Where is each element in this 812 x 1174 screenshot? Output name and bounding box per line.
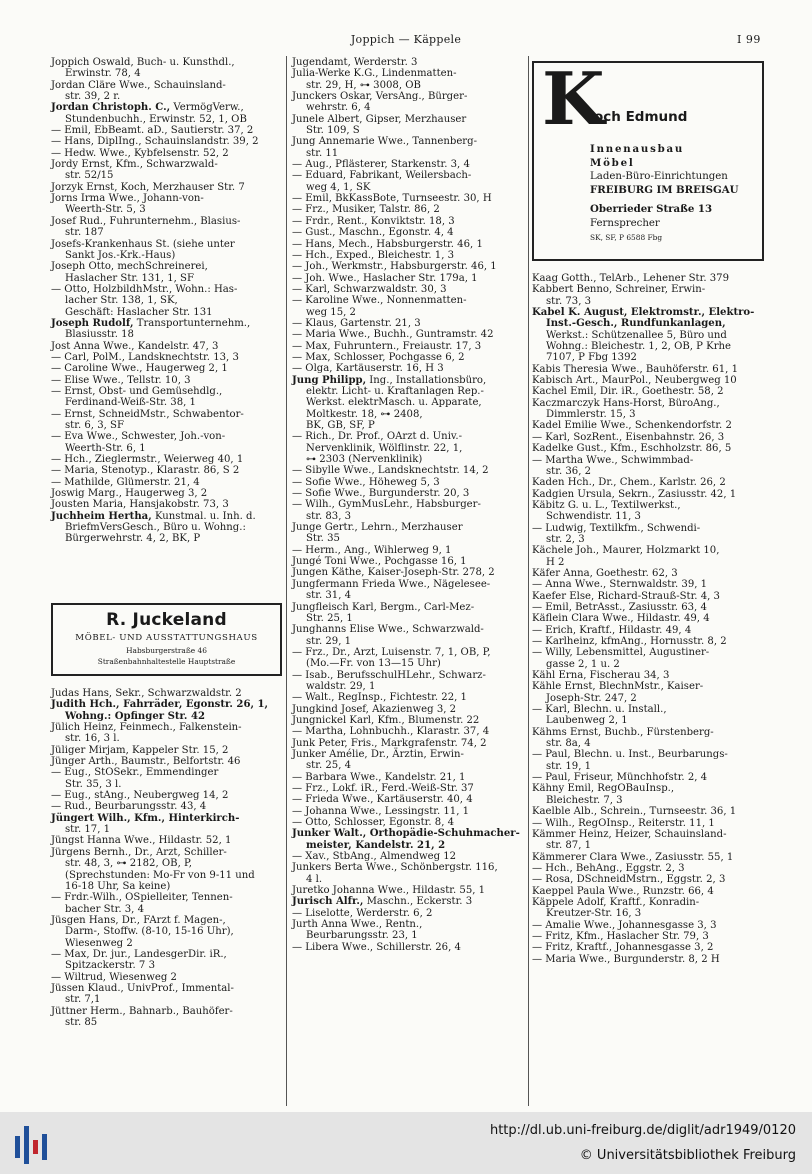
ad-koch-line6: Fernsprecher	[590, 217, 660, 229]
directory-entry-line: Wohng.: Opfinger Str. 42	[65, 710, 205, 722]
directory-entry-line: — Karl, Blechn. u. Install.,	[532, 704, 667, 716]
directory-entry-line: gasse 2, 1 u. 2	[546, 658, 620, 670]
directory-entry-line: str. 25, 4	[306, 760, 352, 772]
directory-entry-line: weg 15, 2	[306, 306, 356, 318]
copyright-notice: © Universitätsbibliothek Freiburg	[579, 1148, 796, 1163]
directory-entry-line: Joseph Otto, mechSchreinerei,	[51, 261, 208, 273]
directory-entry-line: — Sofie Wwe., Höheweg 5, 3	[292, 476, 440, 488]
directory-entry-line: (Sprechstunden: Mo-Fr von 9-11 und	[65, 869, 255, 881]
directory-entry-line: — Frz., Musiker, Talstr. 86, 2	[292, 204, 440, 216]
directory-entry-line: Kächele Joh., Maurer, Holzmarkt 10,	[532, 545, 720, 557]
ad-koch-initial: K	[542, 56, 605, 141]
directory-entry-line: Jost Anna Wwe., Kandelstr. 47, 3	[51, 340, 219, 352]
directory-entry-line: Jugendamt, Werderstr. 3	[292, 57, 418, 68]
directory-entry-line: Blasiusstr. 18	[65, 329, 134, 341]
directory-entry-line: Junker Amélie, Dr., Ärztin, Erwin-	[292, 748, 464, 760]
ad-koch-line4: FREIBURG IM BREISGAU	[590, 183, 739, 196]
directory-entry-line: — Joh., Werkmstr., Habsburgerstr. 46, 1	[292, 261, 497, 273]
directory-entry-line: Jüttner Herm., Bahnarb., Bauhöfer-	[51, 1005, 233, 1017]
running-header: Joppich — Käppele	[350, 33, 462, 46]
directory-entry-line: — Karoline Wwe., Nonnenmatten-	[292, 295, 467, 307]
directory-entry-line: ⊶ 2303 (Nervenklinik)	[306, 454, 423, 466]
directory-entry-line: — Fritz, Kraftf., Johannesgasse 3, 2	[532, 942, 714, 954]
directory-entry-line: — Maria Wwe., Buchh., Guntramstr. 42	[292, 329, 494, 341]
directory-entry-line: Moltkestr. 18, ⊶ 2408,	[306, 408, 423, 420]
directory-entry-line: — Eug., StOSekr., Emmendinger	[51, 767, 219, 779]
directory-entry-line: Laubenweg 2, 1	[546, 715, 628, 727]
column-one-bottom	[51, 688, 268, 1028]
directory-entry-line: Kaelble Alb., Schrein., Turnseestr. 36, 1	[532, 806, 737, 818]
directory-entry-line: Jungfleisch Karl, Bergm., Carl-Mez-	[292, 601, 475, 613]
directory-entry-line: Nervenklinik, Wölflinstr. 22, 1,	[306, 442, 463, 454]
directory-entry-line: Junckers Oskar, VersAng., Bürger-	[292, 91, 468, 103]
directory-entry-line: Jüngert Wilh., Kfm., Hinterkirch-	[51, 812, 240, 824]
directory-entry-line: bacher Str. 3, 4	[65, 903, 145, 915]
directory-entry-line: — Wilh., RegOInsp., Reiterstr. 11, 1	[532, 817, 715, 829]
directory-entry-line: str. 2, 3	[546, 533, 585, 545]
directory-entry-line: Kämmer Heinz, Heizer, Schauinsland-	[532, 828, 727, 840]
directory-entry-line: — Karlheinz, kfmAng., Hornusstr. 8, 2	[532, 636, 727, 647]
directory-entry-line: Str. 35	[306, 533, 340, 545]
directory-entry-line: str. 39, 2 r.	[65, 91, 121, 103]
directory-entry-line: Haslacher Str. 131, 1, SF	[65, 272, 194, 284]
page-number: I 99	[737, 33, 761, 46]
column-one-top	[51, 57, 259, 545]
directory-entry-line: Kadel Emilie Wwe., Schenkendorfstr. 2	[532, 420, 732, 432]
directory-entry-line: Judas Hans, Sekr., Schwarzwaldstr. 2	[51, 688, 242, 699]
directory-entry-line: Kaden Hch., Dr., Chem., Karlstr. 26, 2	[532, 477, 726, 489]
ad-koch-name: och Edmund	[594, 109, 688, 125]
directory-entry-line: Jüsgen Hans, Dr., FArzt f. Magen-,	[51, 914, 226, 926]
directory-entry-line: — Sibylle Wwe., Landsknechtstr. 14, 2	[292, 465, 489, 477]
directory-entry-line: Kreutzer-Str. 16, 3	[546, 908, 642, 920]
directory-entry-line: — Otto, Schlosser, Egonstr. 8, 4	[292, 817, 455, 829]
directory-entry-line: — Eva Wwe., Schwester, Joh.-von-	[51, 431, 226, 443]
column-divider-left	[286, 56, 287, 1106]
directory-entry-line: — Hans, DiplIng., Schauinslandstr. 39, 2	[51, 136, 259, 148]
directory-entry-line: Jüliger Mirjam, Kappeler Str. 15, 2	[51, 744, 229, 756]
directory-entry-line: Weerth-Str. 6, 1	[65, 442, 146, 454]
column-divider-right	[528, 56, 529, 1106]
directory-entry-line: Darm-, Stoffw. (8-10, 15-16 Uhr),	[65, 926, 234, 938]
directory-entry-line: 16-18 Uhr, Sa keine)	[65, 880, 171, 892]
directory-entry-line: — Johanna Wwe., Lessingstr. 11, 1	[292, 805, 470, 817]
directory-entry-line: Junge Gertr., Lehrn., Merzhauser	[292, 522, 463, 534]
ad-juckeland-line3: Straßenbahnhaltestelle Hauptstraße	[97, 657, 236, 666]
directory-entry-line: waldstr. 29, 1	[306, 680, 376, 692]
directory-entry-line: — Max, Dr. jur., LandesgerDir. iR.,	[51, 948, 227, 960]
directory-entry-line: — Frz., Dr., Arzt, Luisenstr. 7, 1, OB, P,	[292, 646, 491, 658]
directory-entry-line: str. 29, 1	[306, 635, 352, 647]
directory-entry-line: Kähms Ernst, Buchb., Fürstenberg-	[532, 726, 714, 738]
directory-entry-line: Jordan Christoph. C., VermögVerw.,	[51, 102, 244, 114]
ad-koch-line3: Laden-Büro-Einrichtungen	[590, 171, 728, 183]
directory-entry-line: Käfer Anna, Goethestr. 62, 3	[532, 567, 678, 579]
directory-entry-line: — Barbara Wwe., Kandelstr. 21, 1	[292, 771, 466, 783]
directory-entry-line: Josef Rud., Fuhrunternehm., Blasius-	[51, 215, 241, 227]
directory-entry-line: Wohng.: Bleichestr. 1, 2, OB, P Krhe	[546, 341, 732, 353]
directory-entry-line: Joseph Rudolf, Transportunternehm.,	[51, 317, 251, 329]
directory-entry-line: Kadelke Gust., Kfm., Eschholzstr. 86, 5	[532, 443, 732, 455]
directory-entry-line: str. 7,1	[65, 994, 101, 1006]
directory-entry-line: Jordy Ernst, Kfm., Schwarzwald-	[51, 159, 218, 171]
directory-entry-line: — Frieda Wwe., Kartäuserstr. 40, 4	[292, 794, 473, 806]
directory-entry-line: Käppele Adolf, Kraftf., Konradin-	[532, 896, 700, 908]
directory-entry-line: Jüssen Klaud., UnivProf., Immental-	[51, 982, 234, 994]
directory-entry-line: str. 11	[306, 147, 339, 159]
directory-entry-line: — Erich, Kraftf., Hildastr. 49, 4	[532, 624, 692, 636]
directory-entry-line: Kabisch Art., MaurPol., Neubergweg 10	[532, 375, 737, 387]
directory-entry-line: Jurisch Alfr., Maschn., Eckerstr. 3	[292, 896, 473, 908]
directory-entry-line: — Emil, BetrAsst., Zasiusstr. 63, 4	[532, 601, 707, 613]
directory-entry-line: Kähle Ernst, BlechnMstr., Kaiser-	[532, 681, 704, 693]
directory-entry-line: weg 4, 1, SK	[306, 181, 371, 193]
directory-entry-line: — Gust., Maschn., Egonstr. 4, 4	[292, 227, 454, 239]
directory-entry-line: str. 187	[65, 227, 104, 239]
directory-entry-line: Stundenbuchh., Erwinstr. 52, 1, OB	[65, 113, 247, 125]
directory-entry-line: str. 36, 2	[546, 465, 592, 477]
directory-entry-line: — Joh. Wwe., Haslacher Str. 179a, 1	[292, 272, 478, 284]
directory-entry-line: — Isab., BerufsschulHLehr., Schwarz-	[292, 669, 486, 681]
directory-entry-line: Jüngst Hanna Wwe., Hildastr. 52, 1	[51, 835, 232, 847]
directory-entry-line: — Carl, PolM., Landsknechtstr. 13, 3	[51, 351, 239, 363]
directory-entry-line: str. 73, 3	[546, 295, 592, 307]
directory-entry-line: Jurth Anna Wwe., Rentn.,	[292, 919, 423, 931]
directory-entry-line: — Martha Wwe., Schwimmbad-	[532, 454, 694, 466]
ad-juckeland-line2: Habsburgerstraße 46	[126, 646, 207, 655]
directory-entry-line: str. 19, 1	[546, 760, 592, 772]
directory-entry-line: str. 83, 3	[306, 510, 352, 522]
directory-entry-line: Jungé Toni Wwe., Pochgasse 16, 1	[292, 556, 467, 568]
directory-entry-line: — Maria Wwe., Burgunderstr. 8, 2 H	[532, 953, 720, 965]
directory-entry-line: — Karl, Schwarzwaldstr. 30, 3	[292, 283, 447, 295]
source-url[interactable]: http://dl.ub.uni-freiburg.de/diglit/adr1949/0120	[489, 1123, 796, 1138]
directory-entry-line: Bürgerwehrstr. 4, 2, BK, P	[65, 533, 201, 545]
directory-entry-line: Käbitz G. u. L., Textilwerkst.,	[532, 499, 681, 511]
directory-entry-line: — Fritz, Kfm., Haslacher Str. 79, 3	[532, 930, 709, 942]
directory-entry-line: str. 85	[65, 1016, 98, 1028]
directory-entry-line: — Maria, Stenotyp., Klarastr. 86, S 2	[51, 465, 240, 477]
ad-juckeland-name: R. Juckeland	[106, 610, 227, 630]
directory-entry-line: — Willy, Lebensmittel, Augustiner-	[532, 647, 710, 659]
directory-entry-line: 7107, P Fbg 1392	[546, 352, 637, 364]
directory-entry-line: — Frdr., Rent., Konviktstr. 18, 3	[292, 215, 455, 227]
directory-entry-line: — Rich., Dr. Prof., OArzt d. Univ.-	[292, 431, 463, 443]
directory-entry-line: meister, Kandelstr. 21, 2	[306, 839, 446, 851]
directory-entry-line: Jünger Arth., Baumstr., Belfortstr. 46	[51, 756, 241, 768]
directory-entry-line: Jungen Käthe, Kaiser-Joseph-Str. 278, 2	[292, 567, 495, 579]
directory-entry-line: Weerth-Str. 5, 3	[65, 204, 146, 216]
directory-entry-line: — Karl, SozRent., Eisenbahnstr. 26, 3	[532, 431, 725, 443]
directory-entry-line: str. 17, 1	[65, 824, 111, 836]
directory-entry-line: — Emil, EbBeamt. aD., Sautierstr. 37, 2	[51, 125, 254, 137]
directory-entry-line: — Wiltrud, Wiesenweg 2	[51, 971, 177, 983]
directory-entry-line: Jorns Irma Wwe., Johann-von-	[51, 193, 204, 205]
directory-entry-line: Schwendistr. 11, 3	[546, 511, 641, 523]
directory-entry-line: Kaag Gotth., TelArb., Lehener Str. 379	[532, 273, 730, 284]
directory-entry-line: — Paul, Blechn. u. Inst., Beurbarungs-	[532, 749, 728, 761]
directory-entry-line: BK, GB, SF, P	[306, 420, 375, 431]
directory-entry-line: Jorzyk Ernst, Koch, Merzhauser Str. 7	[51, 181, 245, 193]
directory-entry-line: Joppich Oswald, Buch- u. Kunsthdl.,	[51, 57, 235, 68]
directory-entry-line: Jülich Heinz, Feinmech., Falkenstein-	[51, 722, 242, 734]
directory-entry-line: Juchheim Hertha, Kunstmal. u. Inh. d.	[51, 510, 256, 522]
ad-juckeland-line1: MÖBEL- UND AUSSTATTUNGSHAUS	[75, 633, 258, 643]
directory-entry-line: — Max, Fuhruntern., Freiaustr. 17, 3	[292, 340, 482, 352]
directory-entry-line: Werkst.: Schützenallee 5, Büro und	[546, 329, 727, 341]
directory-entry-line: Josefs-Krankenhaus St. (siehe unter	[51, 238, 235, 250]
directory-entry-line: Junghanns Elise Wwe., Schwarzwald-	[292, 624, 484, 636]
directory-entry-line: Kabbert Benno, Schreiner, Erwin-	[532, 284, 706, 296]
ad-koch-line1: Innenausbau	[590, 143, 685, 155]
directory-entry-line: BriefmVersGesch., Büro u. Wohng.:	[65, 522, 246, 534]
directory-entry-line: — Rud., Beurbarungsstr. 43, 4	[51, 801, 207, 813]
ad-koch-edmund	[532, 56, 764, 261]
directory-entry-line: Jungfermann Frieda Wwe., Nägelesee-	[292, 578, 491, 590]
directory-entry-line: lacher Str. 138, 1, SK,	[65, 295, 178, 307]
directory-entry-line: — Walt., RegInsp., Fichtestr. 22, 1	[292, 692, 467, 704]
directory-entry-line: H 2	[546, 556, 565, 568]
directory-entry-line: — Otto, HolzbildhMstr., Wohn.: Has-	[51, 283, 238, 295]
directory-entry-line: — Xav., StbAng., Almendweg 12	[292, 851, 457, 863]
directory-entry-line: — Ludwig, Textilkfm., Schwendi-	[532, 522, 701, 534]
directory-entry-line: Str. 25, 1	[306, 612, 353, 624]
directory-entry-line: — Hch., BehAng., Eggstr. 2, 3	[532, 862, 685, 874]
directory-entry-line: — Ernst, SchneidMstr., Schwabentor-	[51, 408, 244, 420]
directory-entry-line: Kaczmarczyk Hans-Horst, BüroAng.,	[532, 397, 720, 409]
directory-entry-line: Jung Annemarie Wwe., Tannenberg-	[292, 136, 477, 148]
directory-entry-line: — Frz., Lokf. iR., Ferd.-Weiß-Str. 37	[292, 783, 474, 794]
directory-entry-line: — Hch., Exped., Bleichestr. 1, 3	[292, 249, 455, 261]
directory-entry-line: Wiesenweg 2	[65, 937, 133, 949]
directory-entry-line: — Hch., Zieglermstr., Weierweg 40, 1	[51, 454, 244, 466]
directory-entry-line: str. 48, 3, ⊶ 2182, OB, P,	[65, 858, 192, 870]
directory-entry-line: Jungkind Josef, Akazienweg 3, 2	[292, 703, 457, 715]
directory-entry-line: Kadgien Ursula, Sekrn., Zasiusstr. 42, 1	[532, 488, 737, 500]
ad-koch-line2: Möbel	[590, 156, 635, 169]
directory-entry-line: elektr. Licht- u. Kraftanlagen Rep.-	[306, 385, 484, 397]
directory-entry-line: Kaefer Else, Richard-Strauß-Str. 4, 3	[532, 590, 720, 602]
directory-entry-line: Werkst. elektrMasch. u. Apparate,	[306, 397, 482, 409]
directory-entry-line: — Eug., stAng., Neubergweg 14, 2	[51, 790, 229, 802]
directory-entry-line: Kabis Theresia Wwe., Bauhöferstr. 61, 1	[532, 363, 738, 375]
directory-entry-line: Kabel K. August, Elektromstr., Elektro-	[532, 307, 755, 319]
directory-entry-line: — Klaus, Gartenstr. 21, 3	[292, 317, 421, 329]
directory-entry-line: 4 l.	[306, 873, 323, 885]
directory-entry-line: — Hans, Mech., Habsburgerstr. 46, 1	[292, 238, 483, 250]
ad-koch-line5: Oberrieder Straße 13	[590, 203, 713, 216]
directory-entry-line: Ferdinand-Weiß-Str. 38, 1	[65, 397, 196, 409]
directory-entry-line: Joseph-Str. 247, 2	[546, 692, 637, 704]
directory-entry-line: — Anna Wwe., Sternwaldstr. 39, 1	[532, 579, 708, 591]
directory-entry-line: str. 52/15	[65, 170, 114, 182]
directory-entry-line: Sankt Jos.-Krk.-Haus)	[65, 249, 176, 261]
directory-entry-line: — Amalie Wwe., Johannesgasse 3, 3	[532, 919, 717, 931]
directory-entry-line: Dimmlerstr. 15, 3	[546, 409, 636, 421]
directory-entry-line: — Herm., Ang., Wihlerweg 9, 1	[292, 544, 452, 556]
directory-entry-line: — Rosa, DSchneidMstrn., Eggstr. 2, 3	[532, 874, 726, 886]
directory-entry-line: — Mathilde, Glümerstr. 21, 4	[51, 476, 200, 488]
directory-entry-line: — Ernst, Obst- und Gemüsehdlg.,	[51, 385, 223, 397]
directory-entry-line: Jousten Maria, Hansjakobstr. 73, 3	[51, 499, 229, 511]
directory-entry-line: Junker Walt., Orthopädie-Schuhmacher-	[292, 828, 520, 840]
directory-entry-line: Jungnickel Karl, Kfm., Blumenstr. 22	[292, 714, 480, 726]
directory-entry-line: — Emil, BkKassBote, Turnseestr. 30, H	[292, 193, 492, 205]
directory-entry-line: Jordan Cläre Wwe., Schauinsland-	[51, 79, 226, 91]
directory-entry-line: Junkers Berta Wwe., Schönbergstr. 116,	[292, 862, 498, 874]
column-two	[292, 57, 520, 953]
directory-entry-line: — Olga, Kartäuserstr. 16, H 3	[292, 363, 444, 375]
directory-entry-line: — Martha, Lohnbuchh., Klarastr. 37, 4	[292, 726, 490, 738]
directory-entry-line: Erwinstr. 78, 4	[65, 68, 141, 80]
directory-entry-line: str. 29, H, ⊶ 3008, OB	[306, 79, 421, 91]
directory-entry-line: str. 6, 3, SF	[65, 420, 124, 431]
directory-entry-line: Spitzackerstr. 7 3	[65, 960, 155, 972]
directory-entry-line: Geschäft: Haslacher Str. 131	[65, 306, 213, 318]
directory-entry-line: — Aug., Pflästerer, Starkenstr. 3, 4	[292, 159, 470, 171]
directory-entry-line: str. 31, 4	[306, 590, 352, 602]
directory-entry-line: (Mo.—Fr. von 13—15 Uhr)	[306, 658, 441, 670]
directory-entry-line: Jürgens Bernh., Dr., Arzt, Schiller-	[51, 846, 227, 858]
directory-entry-line: — Max, Schlosser, Pochgasse 6, 2	[292, 351, 465, 363]
directory-entry-line: wehrstr. 6, 4	[306, 102, 371, 114]
ad-koch-line7: SK, SF, P 6588 Fbg	[590, 232, 663, 242]
directory-entry-line: — Elise Wwe., Tellstr. 10, 3	[51, 374, 191, 386]
directory-entry-line: Kämmerer Clara Wwe., Zasiusstr. 55, 1	[532, 851, 734, 863]
library-logo-icon	[12, 1126, 50, 1164]
directory-entry-line: Jung Philipp, Ing., Installationsbüro,	[292, 374, 487, 386]
directory-entry-line: str. 16, 3 l.	[65, 733, 120, 745]
directory-entry-line: Kaeppel Paula Wwe., Runzstr. 66, 4	[532, 885, 714, 897]
directory-entry-line: Kähny Emil, RegOBauInsp.,	[532, 783, 675, 795]
directory-entry-line: str. 8a, 4	[546, 738, 591, 750]
directory-entry-line: Beurbarungsstr. 23, 1	[306, 930, 418, 942]
directory-entry-line: Kähl Erna, Fischerau 34, 3	[532, 670, 670, 682]
directory-entry-line: — Eduard, Fabrikant, Weilersbach-	[292, 170, 472, 182]
directory-entry-line: Str. 109, S	[306, 125, 360, 137]
directory-entry-line: str. 87, 1	[546, 840, 592, 852]
directory-entry-line: — Frdr.-Wilh., OSpielleiter, Tennen-	[51, 892, 233, 904]
directory-entry-line: — Sofie Wwe., Burgunderstr. 20, 3	[292, 488, 470, 500]
directory-entry-line: Kachel Emil, Dir. iR., Goethestr. 58, 2	[532, 386, 724, 398]
directory-entry-line: Junk Peter, Fris., Markgrafenstr. 74, 2	[292, 737, 487, 749]
directory-entry-line: Str. 35, 3 l.	[65, 778, 122, 790]
directory-entry-line: Judith Hch., Fahrräder, Egonstr. 26, 1,	[51, 699, 269, 711]
directory-entry-line: Juretko Johanna Wwe., Hildastr. 55, 1	[292, 885, 486, 897]
directory-entry-line: — Wilh., GymMusLehr., Habsburger-	[292, 499, 481, 511]
directory-entry-line: — Paul, Friseur, Münchhofstr. 2, 4	[532, 772, 708, 784]
directory-entry-line: Inst.-Gesch., Rundfunkanlagen,	[546, 318, 726, 330]
ad-juckeland	[51, 603, 282, 676]
library-footer	[0, 1112, 812, 1174]
directory-entry-line: Julia-Werke K.G., Lindenmatten-	[292, 68, 457, 80]
column-three	[532, 273, 754, 965]
directory-entry-line: Käflein Clara Wwe., Hildastr. 49, 4	[532, 613, 710, 625]
directory-entry-line: — Liselotte, Werderstr. 6, 2	[292, 907, 433, 919]
directory-entry-line: — Hedw. Wwe., Kybfelsenstr. 52, 2	[51, 147, 229, 159]
directory-entry-line: — Libera Wwe., Schillerstr. 26, 4	[292, 941, 461, 953]
directory-entry-line: Junele Albert, Gipser, Merzhauser	[292, 113, 467, 125]
directory-entry-line: — Caroline Wwe., Haugerweg 2, 1	[51, 363, 228, 375]
directory-entry-line: Bleichestr. 7, 3	[546, 794, 623, 806]
directory-entry-line: Joswig Marg., Haugerweg 3, 2	[51, 488, 208, 500]
